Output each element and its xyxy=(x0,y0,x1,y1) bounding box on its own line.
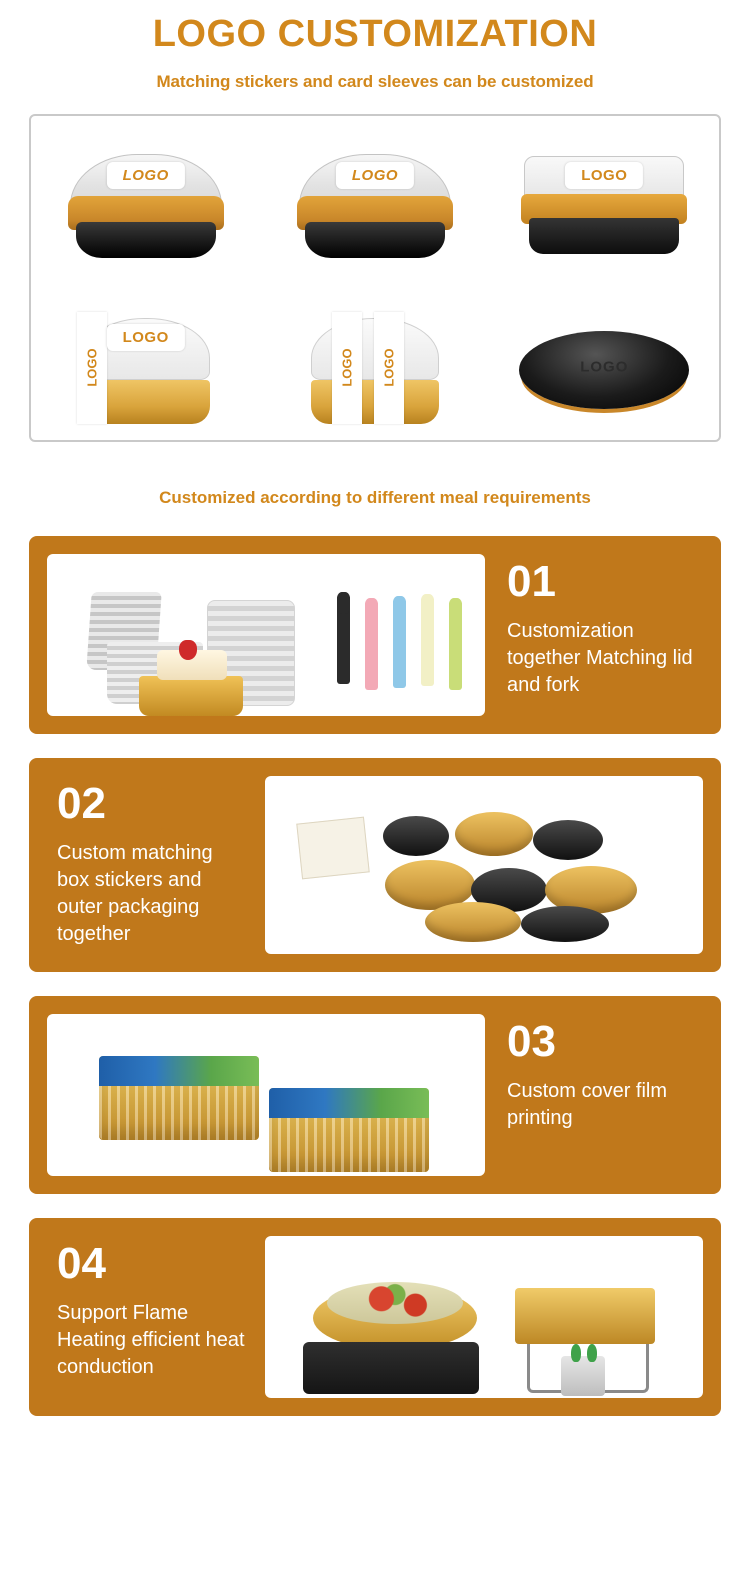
logo-sticker: LOGO xyxy=(107,162,185,189)
feature-card-04 xyxy=(29,1218,721,1416)
logo-gallery-panel xyxy=(29,114,721,442)
foil-box-shape xyxy=(99,1056,259,1140)
logo-card-sleeve xyxy=(77,312,107,424)
feature-card-01 xyxy=(29,536,721,734)
fork-icon xyxy=(337,592,350,684)
flame-icon xyxy=(571,1344,581,1362)
feature-description: Support Flame Heating efficient heat conduction xyxy=(57,1301,245,1378)
feature-number: 04 xyxy=(57,1238,106,1288)
feature-text-03 xyxy=(485,1014,703,1176)
header xyxy=(0,0,750,92)
gallery-item-round-black-gold-bowl xyxy=(46,138,246,278)
gold-container-shape xyxy=(455,812,533,856)
box-ridges-shape xyxy=(269,1118,429,1172)
section-caption: Customized according to different meal requirements xyxy=(159,487,591,507)
gallery-item-rectangular-container xyxy=(504,138,704,278)
feature-card-03 xyxy=(29,996,721,1194)
feature-text-02 xyxy=(47,776,265,954)
gallery-item-round-gold-black-bowl xyxy=(275,138,475,278)
logo-sleeve-text: LOGO xyxy=(339,348,355,387)
feature-image-lids-and-forks xyxy=(47,554,485,716)
feature-number: 01 xyxy=(507,556,556,606)
flame-icon xyxy=(587,1344,597,1362)
feature-number: 03 xyxy=(507,1016,556,1066)
logo-sticker: LOGO xyxy=(107,324,185,351)
logo-sticker: LOGO xyxy=(565,162,643,189)
feature-number: 02 xyxy=(57,778,106,828)
logo-sleeve-text: LOGO xyxy=(381,348,397,387)
black-base-shape xyxy=(305,222,445,258)
feature-text-04 xyxy=(47,1236,265,1398)
page-title: LOGO CUSTOMIZATION xyxy=(152,13,598,55)
page-subtitle: Matching stickers and card sleeves can be customized xyxy=(156,71,594,91)
black-container-shape xyxy=(383,816,449,856)
gold-container-shape xyxy=(425,902,521,942)
feature-image-cover-film-printing xyxy=(47,1014,485,1176)
gallery-row-bottom xyxy=(31,278,719,440)
gallery-item-round-gold-cup xyxy=(275,300,475,440)
foil-tray-shape xyxy=(515,1288,655,1344)
gallery-item-black-lid-disc xyxy=(504,300,704,440)
feature-image-outer-packaging xyxy=(265,776,703,954)
portable-gas-stove-shape xyxy=(303,1342,479,1394)
fuel-canister-shape xyxy=(561,1356,605,1396)
fork-icon xyxy=(449,598,462,690)
box-ridges-shape xyxy=(99,1086,259,1140)
sticker-label-shape xyxy=(296,816,369,879)
gallery-item-square-gold-cup xyxy=(46,300,246,440)
food-shape xyxy=(327,1282,463,1324)
feature-text-01 xyxy=(485,554,703,716)
logo-sticker: LOGO xyxy=(336,162,414,189)
feature-card-list xyxy=(0,536,750,1416)
logo-card-sleeve xyxy=(374,312,404,424)
logo-sleeve-text: LOGO xyxy=(84,348,100,387)
fork-icon xyxy=(421,594,434,686)
black-container-shape xyxy=(521,906,609,942)
strawberry-shape xyxy=(179,640,197,660)
feature-description: Custom cover film printing xyxy=(507,1079,668,1129)
black-base-shape xyxy=(529,218,679,254)
feature-description: Custom matching box stickers and outer packaging together xyxy=(57,841,213,945)
fork-icon xyxy=(393,596,406,688)
black-base-shape xyxy=(76,222,216,258)
embossed-logo-text: LOGO xyxy=(580,358,629,376)
gold-foil-tray-shape xyxy=(139,676,243,716)
logo-card-sleeve xyxy=(332,312,362,424)
printed-film-shape xyxy=(269,1088,429,1118)
printed-film-shape xyxy=(99,1056,259,1086)
foil-box-shape xyxy=(269,1088,429,1172)
feature-card-02 xyxy=(29,758,721,972)
black-container-shape xyxy=(533,820,603,860)
gallery-row-top xyxy=(31,116,719,278)
feature-image-flame-heating xyxy=(265,1236,703,1398)
feature-description: Customization together Matching lid and fork xyxy=(507,619,693,696)
fork-icon xyxy=(365,598,378,690)
